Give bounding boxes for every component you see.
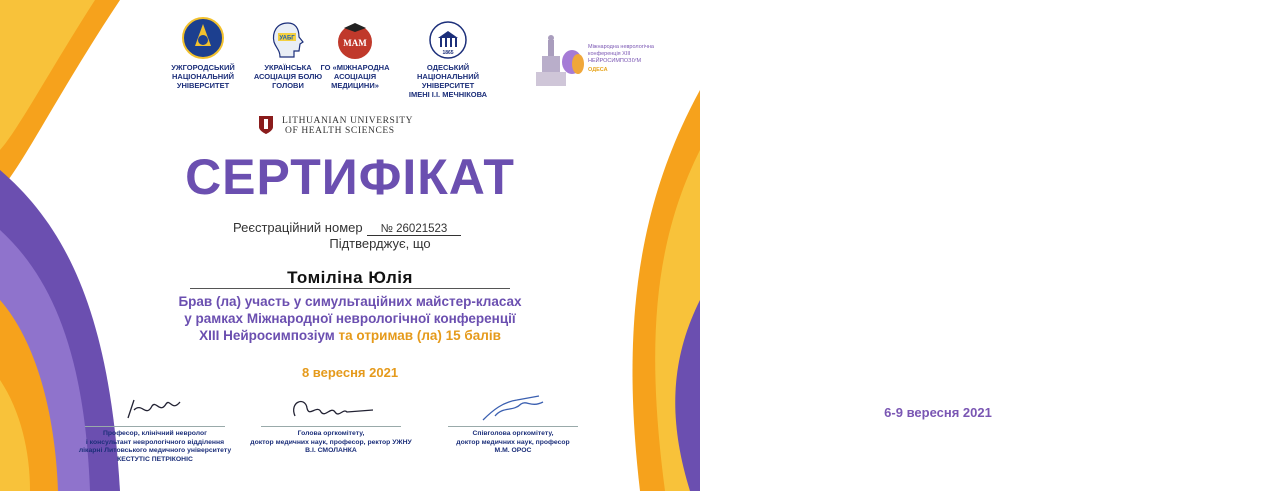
onu-year: 1865 xyxy=(442,50,454,56)
signature-3-line xyxy=(448,426,578,427)
body-line-3 xyxy=(0,327,700,344)
issue-date: 8 вересня 2021 xyxy=(301,365,399,380)
signature-1-scribble xyxy=(120,392,190,426)
mam-badge: МАМ xyxy=(343,38,367,48)
lithuanian-university-name xyxy=(282,116,413,136)
signature-2-l1: Голова оргкомітету, xyxy=(297,430,365,437)
org-onu xyxy=(392,20,504,99)
recipient-name: Томіліна Юлія xyxy=(287,268,413,287)
registration-row xyxy=(233,220,461,236)
body-line-3-orange: та отримав (ла) 15 балів xyxy=(334,328,501,343)
uzhnu-logo-icon xyxy=(181,16,225,60)
conference-text xyxy=(588,44,992,420)
signature-2-l3: В.І. СМОЛАНКА xyxy=(305,447,357,454)
shield-icon xyxy=(258,115,274,135)
signature-3-l1: Співголова оргкомітету, xyxy=(472,430,554,437)
signature-3 xyxy=(438,392,588,456)
org-uabg-name: УКРАЇНСЬКА АСОЦІАЦІЯ БОЛЮ ГОЛОВИ xyxy=(253,63,323,90)
name-underline xyxy=(190,288,510,289)
conference-city: ОДЕСА xyxy=(588,67,608,73)
conference-name: Міжнародна неврологічна конференція XIII НЕЙРОСИМПОЗІУМ xyxy=(588,44,654,64)
org-uzhnu-name: УЖГОРОДСЬКИЙ НАЦІОНАЛЬНИЙ УНІВЕРСИТЕТ xyxy=(171,63,235,90)
mam-logo-icon xyxy=(335,20,375,60)
signature-1 xyxy=(70,392,240,464)
conference-dates: 6-9 вересня 2021 xyxy=(884,405,992,420)
org-onu-name: ОДЕСЬКИЙ НАЦІОНАЛЬНИЙ УНІВЕРСИТЕТ ІМЕНІ І.І. МЕЧНІКОВА xyxy=(408,63,488,99)
lit-line1: LITHUANIAN UNIVERSITY xyxy=(282,116,414,126)
org-uzhnu xyxy=(158,16,248,90)
monument-brain-icon xyxy=(520,26,584,96)
body-line-1: Брав (ла) участь у симультаційних майстер-класах xyxy=(178,294,522,309)
certificate-title: СЕРТИФІКАТ xyxy=(185,149,515,205)
signature-1-line xyxy=(85,426,225,427)
signature-1-l2: і консультант неврологічного відділення xyxy=(85,438,225,446)
head-logo-icon xyxy=(268,20,308,60)
signature-3-scribble xyxy=(473,392,553,426)
registration-label: Реєстраційний номер xyxy=(233,220,363,235)
conference-logo xyxy=(520,26,992,420)
signature-2 xyxy=(236,392,426,456)
uabg-badge: УАБГ xyxy=(279,35,295,42)
certificate-body xyxy=(0,293,700,344)
confirms-text: Підтверджує, що xyxy=(329,236,431,251)
org-mam xyxy=(320,20,390,90)
signature-2-scribble xyxy=(281,392,381,426)
signature-1-l1: Професор, клінічний невролог xyxy=(103,430,207,437)
org-uabg xyxy=(248,20,328,90)
signature-1-l3: лікарні Литовського медичного університету xyxy=(78,447,232,454)
signature-1-l4: КЕСТУТІС ПЕТРІКОНІС xyxy=(117,455,193,463)
signature-2-line xyxy=(261,426,401,427)
registration-number: № 26021523 xyxy=(367,223,461,236)
lit-line2: OF HEALTH SCIENCES xyxy=(285,126,395,136)
signature-2-l2: доктор медичних наук, професор, ректор УЖНУ xyxy=(250,438,412,446)
lithuanian-university-logo xyxy=(258,114,428,138)
body-line-2: у рамках Міжнародної неврологічної конференції xyxy=(184,311,516,326)
body-line-3-purple: XIII Нейросимпозіум xyxy=(199,328,335,343)
org-mam-name: ГО «МІЖНАРОДНА АСОЦІАЦІЯ МЕДИЦИНИ» xyxy=(320,63,390,90)
onu-logo-icon xyxy=(428,20,468,60)
signature-3-l3: М.М. ОРОС xyxy=(494,447,532,454)
signature-3-l2: доктор медичних наук, професор xyxy=(456,438,570,446)
